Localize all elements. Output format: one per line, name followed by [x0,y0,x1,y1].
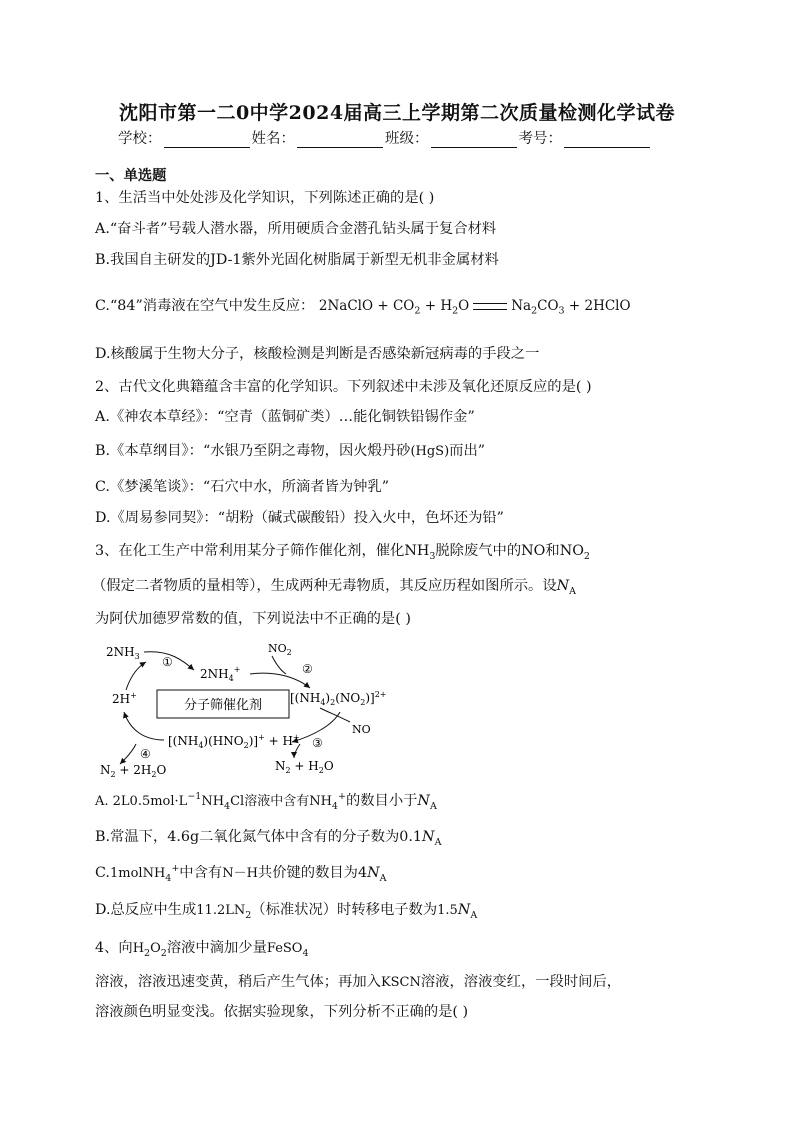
q3-stem-line3: 为阿伏加德罗常数的值，下列说法中不正确的是( ) [95,611,411,627]
school-label: 学校： [118,131,162,147]
q1-option-b: B.我国自主研发的JD-1紫外光固化树脂属于新型无机非金属材料 [95,252,499,268]
intermediate-2nh4: $2NH_4^+$ [200,665,241,683]
class-blank[interactable] [431,131,517,148]
q1-stem: 1、生活当中处处涉及化学知识，下列陈述正确的是( ) [95,190,435,206]
q3-option-c: C.1molNH$_4$+中含有N－H共价键的数目为$4N_A$ [95,863,387,884]
step1-label: ① [162,655,173,669]
q1-option-c-prefix: C.“84”消毒液在空气中发生反应： [95,298,315,314]
name-label: 姓名： [251,131,295,147]
equals-sign-icon [473,303,507,310]
intermediate-bottom: $[(NH_4)(HNO_2)]^+ + H^+$ [168,733,300,750]
step4-arrow [124,712,164,740]
q2-option-b: B.《本草纲目》：“水银乃至阴之毒物，因火煅丹砂(HgS)而出” [95,443,486,459]
q3-option-b: B.常温下，4.6g二氧化氮气体中含有的分子数为$0.1N_A$ [95,829,442,848]
catalyst-label: 分子筛催化剂 [183,698,263,713]
q3-option-d: D.总反应中生成$11.2LN_2$（标准状况）时转移电子数为$1.5N_A$ [95,902,478,921]
product-left-arrow [120,744,136,764]
q4-stem-line3: 溶液颜色明显变浅。依据实验现象，下列分析不正确的是( ) [95,1004,469,1020]
reaction-mechanism-diagram [100,640,400,780]
q4-stem-line2: 溶液，溶液迅速变黄，稍后产生气体；再加入KSCN溶液，溶液变红，一段时间后， [95,974,622,990]
step2-arrow [250,673,310,688]
q3-option-a: A. $2L0.5mol\cdot L^{-1}NH_4Cl$溶液中含有$NH_4^+$的数目小于$N_A$ [95,791,437,812]
no-entry-line [320,708,350,722]
reactant-2nh3: $2NH_3$ [106,645,140,661]
q1-option-c-equation: 2NaClO + $CO_2 + H_2O$ $Na_2CO_3$ + 2HClO [318,298,631,317]
school-blank[interactable] [164,131,250,148]
section-heading: 一、单选题 [95,168,167,184]
q1-option-d: D.核酸属于生物大分子，核酸检测是判断是否感染新冠病毒的手段之一 [95,346,540,362]
q3-stem-line2: （假定二者物质的量相等），生成两种无毒物质，其反应历程如图所示。设$N_A$ [92,578,577,597]
class-label: 班级： [385,131,429,147]
q1-option-c [95,296,631,316]
product-right: $N_2 + H_2O$ [275,759,334,775]
product-left: $N_2 + 2H_2O$ [100,763,167,779]
species-2h-plus: 2H+ [112,691,137,706]
exam-number-label: 考号： [518,131,562,147]
step2-label: ② [302,662,313,676]
q2-option-c: C.《梦溪笔谈》：“石穴中水，所滴者皆为钟乳” [95,479,390,495]
step3-label: ③ [312,736,323,750]
q2-stem: 2、古代文化典籍蕴含丰富的化学知识。下列叙述中未涉及氧化还原反应的是( ) [95,379,592,395]
reactant-no: NO [352,723,371,736]
exam-title: 沈阳市第一二0中学2024届高三上学期第二次质量检测化学试卷 [118,102,676,124]
q1-option-a: A.“奋斗者”号载人潜水器，所用硬质合金潜孔钻头属于复合材料 [95,221,497,237]
no2-entry-line [272,656,286,674]
intermediate-complex: $[(NH_4)_2(NO_2)]^{2+}$ [290,690,387,707]
product-right-arrow [294,744,300,758]
student-info-row [118,127,652,148]
q3-stem-line1: 3、在化工生产中常利用某分子筛作催化剂，催化$NH_3$脱除废气中的NO和$NO_2$ [95,543,590,562]
exam-number-blank[interactable] [564,131,650,148]
q2-option-d: D.《周易参同契》：“胡粉（碱式碳酸铅）投入火中，色坏还为铅” [95,510,504,526]
name-blank[interactable] [297,131,383,148]
q2-option-a: A.《神农本草经》：“空青（蓝铜矿类）…能化铜铁铅锡作金” [95,409,475,425]
reactant-no2: $NO_2$ [268,642,292,657]
q4-stem-line1: 4、向$H_2O_2$溶液中滴加少量FeSO$_4$ [95,940,309,959]
step4-label: ④ [140,747,151,761]
h-plus-return-arrow [126,662,146,690]
